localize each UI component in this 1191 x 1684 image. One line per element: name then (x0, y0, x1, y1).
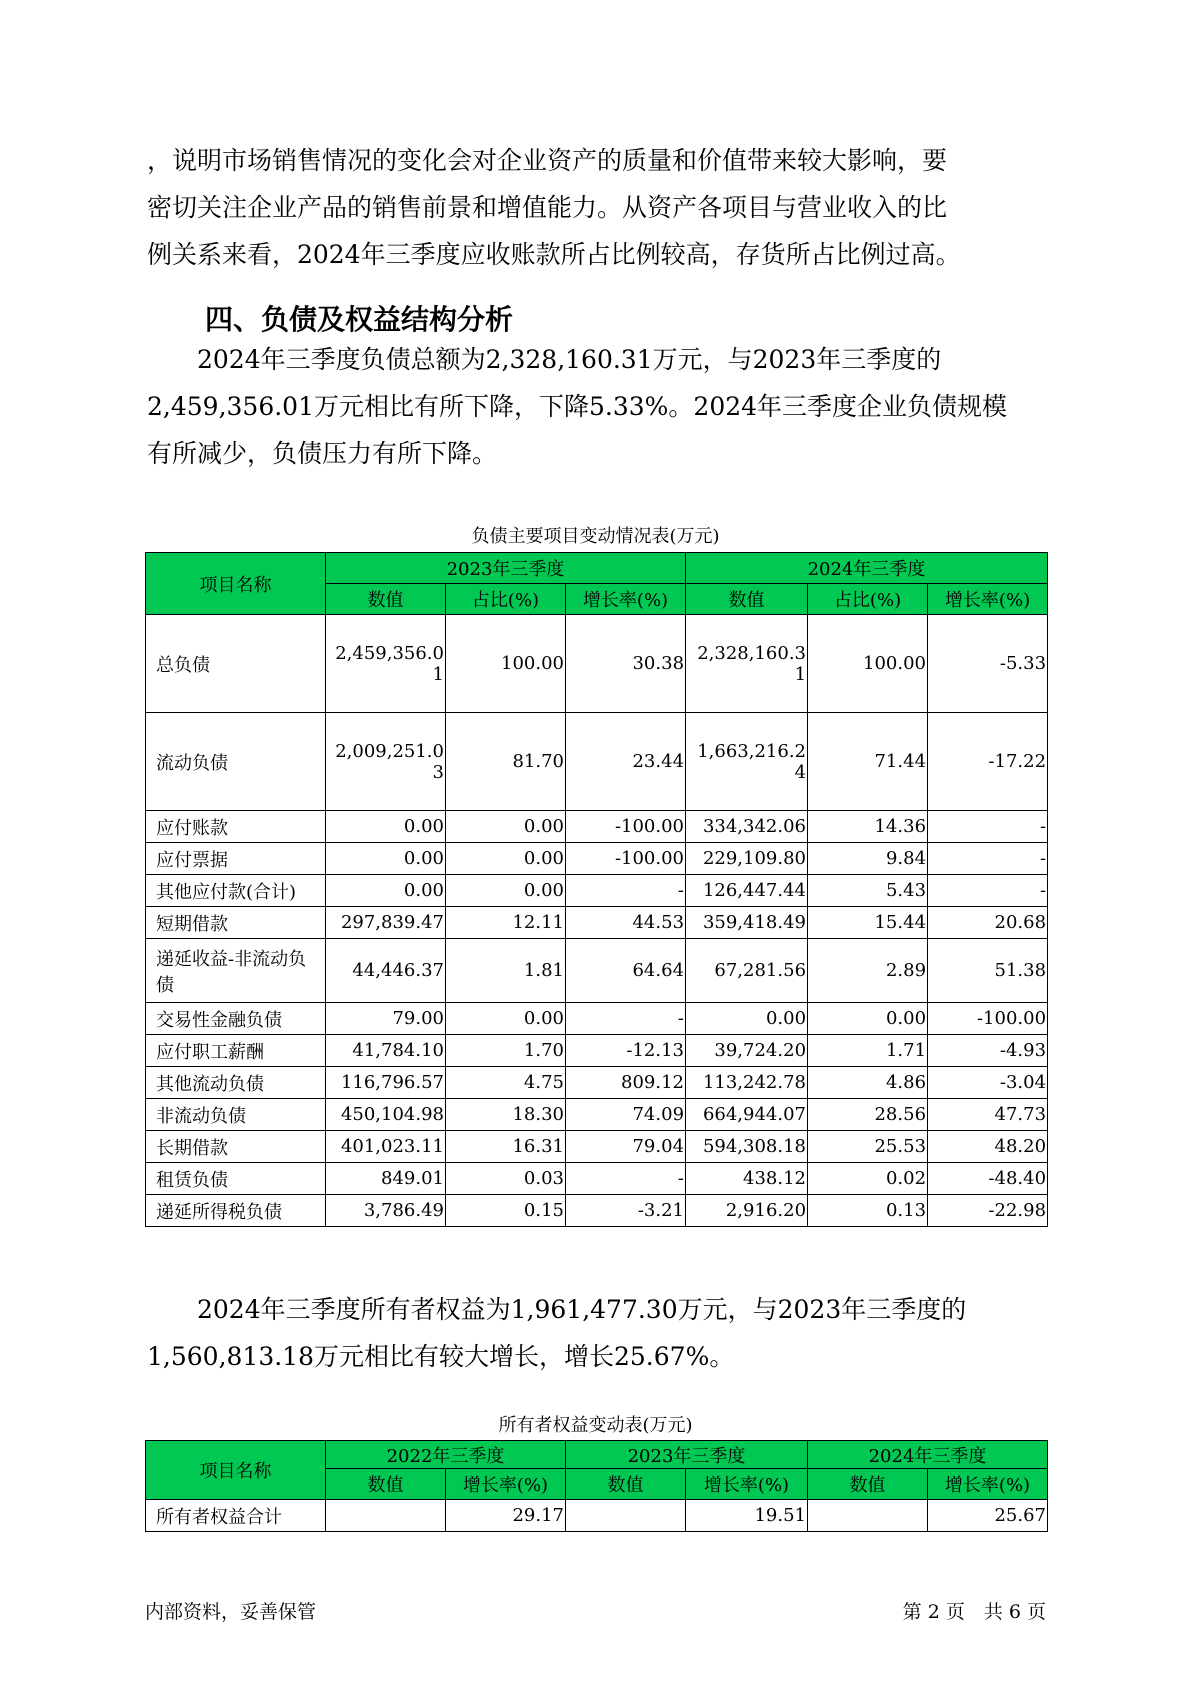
table-cell: 41,784.10 (326, 1035, 446, 1067)
row-label: 交易性金融负债 (146, 1003, 326, 1035)
column-header: 占比(%) (446, 584, 566, 615)
table-row (146, 1099, 1048, 1131)
table-cell: 0.00 (446, 843, 566, 875)
table-cell: 30.38 (566, 615, 686, 713)
text-line: 2024年三季度所有者权益为1,961,477.30万元，与2023年三季度的 (147, 1295, 967, 1324)
row-label: 递延所得税负债 (146, 1195, 326, 1227)
table-cell: - (928, 843, 1048, 875)
table-cell: -17.22 (928, 713, 1048, 811)
table-cell: 48.20 (928, 1131, 1048, 1163)
table-cell: 44,446.37 (326, 939, 446, 1003)
table-cell: 100.00 (446, 615, 566, 713)
row-label: 递延收益-非流动负债 (146, 939, 326, 1003)
table-row (146, 1500, 1048, 1532)
footer-page-number: 第 2 页 共 6 页 (902, 1601, 1046, 1623)
liability-paragraph (147, 336, 1047, 477)
table-cell: 19.51 (686, 1500, 808, 1532)
table-cell: 2,459,356.01 (326, 615, 446, 713)
table-cell: 4.86 (808, 1067, 928, 1099)
column-header: 数值 (326, 584, 446, 615)
period-header: 2023年三季度 (326, 553, 686, 584)
table-cell: 16.31 (446, 1131, 566, 1163)
table-row (146, 907, 1048, 939)
table-cell: -100.00 (928, 1003, 1048, 1035)
table-cell: - (928, 811, 1048, 843)
liability-table (145, 552, 1048, 1227)
table-cell: 64.64 (566, 939, 686, 1003)
table-cell: 3,786.49 (326, 1195, 446, 1227)
column-header: 增长率(%) (928, 1469, 1048, 1500)
table-cell: 1.81 (446, 939, 566, 1003)
table-cell: 438.12 (686, 1163, 808, 1195)
period-header: 2023年三季度 (566, 1441, 808, 1469)
table-cell: 39,724.20 (686, 1035, 808, 1067)
table-cell: 47.73 (928, 1099, 1048, 1131)
table-cell: -4.93 (928, 1035, 1048, 1067)
table-cell: 0.03 (446, 1163, 566, 1195)
table-cell: -100.00 (566, 811, 686, 843)
table-cell: 12.11 (446, 907, 566, 939)
table-cell: - (566, 1003, 686, 1035)
table-row (146, 615, 1048, 713)
table-cell: 0.00 (808, 1003, 928, 1035)
period-header: 2022年三季度 (326, 1441, 566, 1469)
column-header: 数值 (566, 1469, 686, 1500)
column-header: 增长率(%) (686, 1469, 808, 1500)
table-cell: 359,418.49 (686, 907, 808, 939)
table-cell: 0.00 (446, 1003, 566, 1035)
table-cell: 116,796.57 (326, 1067, 446, 1099)
table-cell: 809.12 (566, 1067, 686, 1099)
table-cell: -12.13 (566, 1035, 686, 1067)
table-cell: -22.98 (928, 1195, 1048, 1227)
table-cell: 1.70 (446, 1035, 566, 1067)
table-cell (326, 1500, 446, 1532)
table-cell: 0.00 (446, 811, 566, 843)
table-cell: 2,916.20 (686, 1195, 808, 1227)
table-cell (808, 1500, 928, 1532)
table-cell: 0.00 (686, 1003, 808, 1035)
table-cell: 74.09 (566, 1099, 686, 1131)
row-label: 总负债 (146, 615, 326, 713)
text-line: 1,560,813.18万元相比有较大增长，增长25.67%。 (147, 1342, 735, 1371)
table-cell: - (566, 875, 686, 907)
column-header: 数值 (686, 584, 808, 615)
table-row (146, 1131, 1048, 1163)
table-cell: 0.13 (808, 1195, 928, 1227)
row-label: 所有者权益合计 (146, 1500, 326, 1532)
table-cell: - (566, 1163, 686, 1195)
table-cell (566, 1500, 686, 1532)
table-cell: -5.33 (928, 615, 1048, 713)
table-cell: 664,944.07 (686, 1099, 808, 1131)
table-cell: 297,839.47 (326, 907, 446, 939)
table-cell: 126,447.44 (686, 875, 808, 907)
column-header: 增长率(%) (928, 584, 1048, 615)
table-cell: 0.00 (446, 875, 566, 907)
table-cell: 2,009,251.03 (326, 713, 446, 811)
table-row (146, 875, 1048, 907)
table-cell: 51.38 (928, 939, 1048, 1003)
table-cell: 401,023.11 (326, 1131, 446, 1163)
table-cell: 0.00 (326, 843, 446, 875)
table-cell: 18.30 (446, 1099, 566, 1131)
equity-table (145, 1440, 1048, 1532)
table-cell: 14.36 (808, 811, 928, 843)
table-row (146, 811, 1048, 843)
table-cell: 0.15 (446, 1195, 566, 1227)
table-cell: 81.70 (446, 713, 566, 811)
column-header: 增长率(%) (446, 1469, 566, 1500)
section-heading: 四、负债及权益结构分析 (205, 303, 514, 336)
table-cell: 849.01 (326, 1163, 446, 1195)
table-cell: 2.89 (808, 939, 928, 1003)
intro-paragraph (147, 137, 1047, 278)
table-cell: 100.00 (808, 615, 928, 713)
table-cell: 1.71 (808, 1035, 928, 1067)
liability-table-caption: 负债主要项目变动情况表(万元) (471, 526, 720, 547)
table-cell: 1,663,216.24 (686, 713, 808, 811)
table-cell: 2,328,160.31 (686, 615, 808, 713)
row-label: 其他流动负债 (146, 1067, 326, 1099)
table-cell: 5.43 (808, 875, 928, 907)
row-label: 长期借款 (146, 1131, 326, 1163)
table-cell: 113,242.78 (686, 1067, 808, 1099)
table-cell: 25.67 (928, 1500, 1048, 1532)
row-label: 其他应付款(合计) (146, 875, 326, 907)
period-header: 2024年三季度 (808, 1441, 1048, 1469)
footer-confidential-note: 内部资料，妥善保管 (145, 1601, 317, 1623)
table-row (146, 843, 1048, 875)
column-header: 数值 (326, 1469, 446, 1500)
table-cell: 594,308.18 (686, 1131, 808, 1163)
table-cell: - (928, 875, 1048, 907)
table-cell: 44.53 (566, 907, 686, 939)
table-row (146, 939, 1048, 1003)
equity-table-caption: 所有者权益变动表(万元) (498, 1415, 693, 1436)
table-cell: 229,109.80 (686, 843, 808, 875)
table-cell: -3.04 (928, 1067, 1048, 1099)
row-label: 租赁负债 (146, 1163, 326, 1195)
row-label: 流动负债 (146, 713, 326, 811)
period-header: 2024年三季度 (686, 553, 1048, 584)
table-cell: 67,281.56 (686, 939, 808, 1003)
table-cell: -48.40 (928, 1163, 1048, 1195)
table-cell: 79.00 (326, 1003, 446, 1035)
equity-paragraph (147, 1286, 1047, 1380)
row-label: 应付账款 (146, 811, 326, 843)
item-name-header: 项目名称 (146, 1441, 326, 1500)
table-cell: 28.56 (808, 1099, 928, 1131)
row-label: 短期借款 (146, 907, 326, 939)
row-label: 应付票据 (146, 843, 326, 875)
table-row (146, 1035, 1048, 1067)
table-row (146, 713, 1048, 811)
text-line: 有所减少，负债压力有所下降。 (147, 439, 498, 468)
table-cell: 29.17 (446, 1500, 566, 1532)
text-line: 2024年三季度负债总额为2,328,160.31万元，与2023年三季度的 (147, 345, 942, 374)
item-name-header: 项目名称 (146, 553, 326, 615)
table-row (146, 1163, 1048, 1195)
table-cell: 0.00 (326, 811, 446, 843)
table-cell: 79.04 (566, 1131, 686, 1163)
text-line: 密切关注企业产品的销售前景和增值能力。从资产各项目与营业收入的比 (147, 193, 948, 222)
table-cell: 9.84 (808, 843, 928, 875)
table-cell: 25.53 (808, 1131, 928, 1163)
table-cell: 15.44 (808, 907, 928, 939)
column-header: 数值 (808, 1469, 928, 1500)
row-label: 应付职工薪酬 (146, 1035, 326, 1067)
table-cell: 20.68 (928, 907, 1048, 939)
table-cell: 71.44 (808, 713, 928, 811)
table-cell: -100.00 (566, 843, 686, 875)
table-row (146, 1195, 1048, 1227)
text-line: ，说明市场销售情况的变化会对企业资产的质量和价值带来较大影响，要 (147, 146, 948, 175)
table-cell: 23.44 (566, 713, 686, 811)
table-cell: 334,342.06 (686, 811, 808, 843)
row-label: 非流动负债 (146, 1099, 326, 1131)
table-cell: 450,104.98 (326, 1099, 446, 1131)
text-line: 2,459,356.01万元相比有所下降，下降5.33%。2024年三季度企业负债规模 (147, 392, 1008, 421)
table-row (146, 1067, 1048, 1099)
table-cell: 0.02 (808, 1163, 928, 1195)
table-cell: 4.75 (446, 1067, 566, 1099)
column-header: 占比(%) (808, 584, 928, 615)
table-row (146, 1003, 1048, 1035)
column-header: 增长率(%) (566, 584, 686, 615)
table-cell: 0.00 (326, 875, 446, 907)
text-line: 例关系来看，2024年三季度应收账款所占比例较高，存货所占比例过高。 (147, 240, 961, 269)
table-cell: -3.21 (566, 1195, 686, 1227)
